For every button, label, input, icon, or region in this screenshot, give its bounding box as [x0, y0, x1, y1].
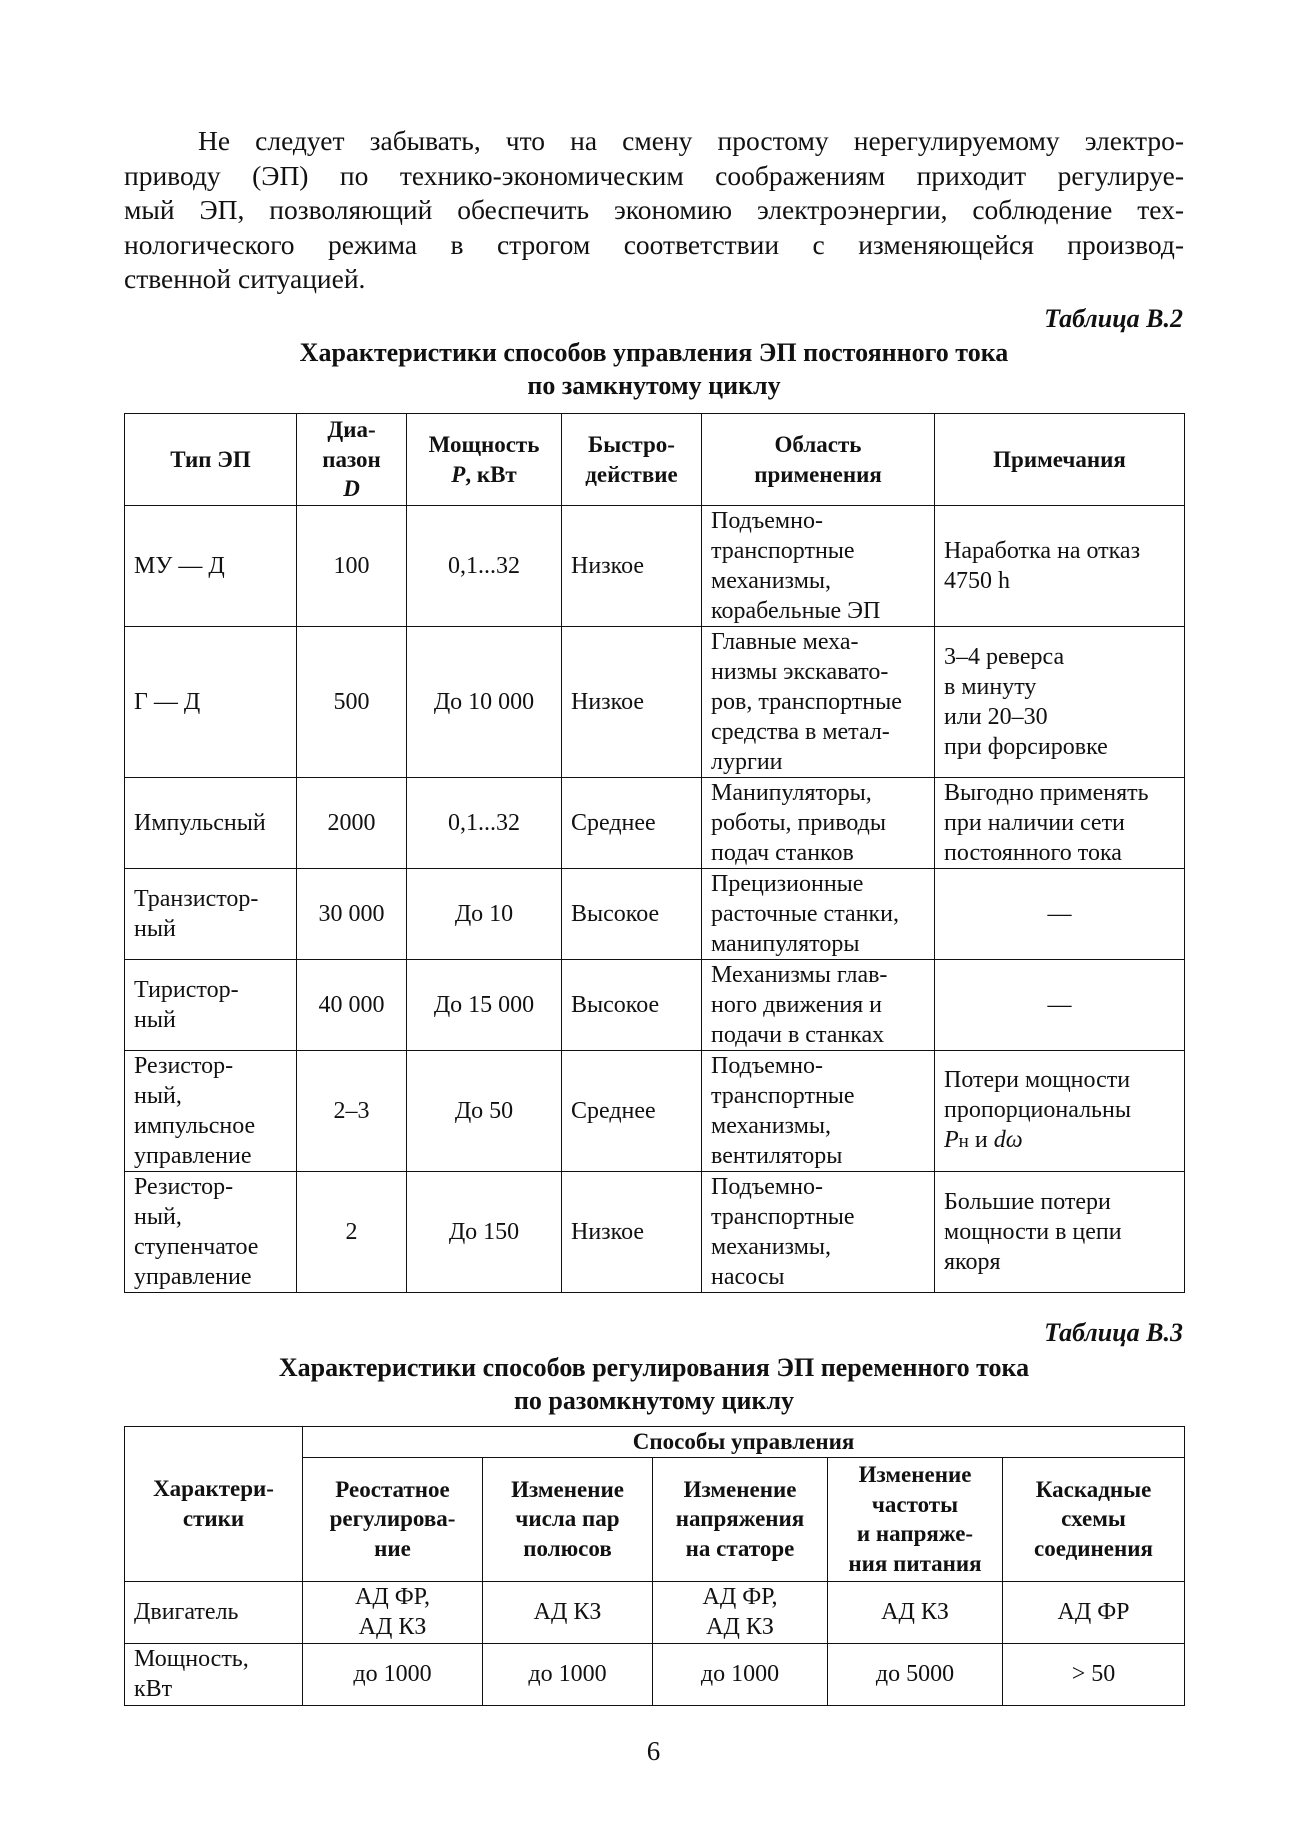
cell-text: АД ФР, [354, 1584, 430, 1610]
table-title-line: по разомкнутому циклу [513, 1386, 795, 1415]
cell-text: или 20–30 [944, 704, 1048, 730]
ac-drive-table [124, 1426, 1185, 1706]
cell-text: Подъемно- [711, 508, 823, 534]
cell-range: 2–3 [297, 1051, 407, 1172]
cell-text: механизмы, [711, 568, 831, 594]
cell-area [702, 1051, 935, 1172]
cell-value [1003, 1581, 1185, 1643]
cell-text: корабельные ЭП [711, 598, 881, 624]
cell-area [702, 869, 935, 960]
cell-text: Тиристор- [134, 977, 239, 1003]
cell-text: манипуляторы [711, 931, 860, 957]
cell-text: ный [134, 916, 176, 942]
cell-text: Главные меха- [711, 629, 859, 655]
cell-text: транспортные [711, 1083, 855, 1109]
cell-value [653, 1643, 828, 1705]
cell-text: АД ФР [1057, 1599, 1130, 1625]
cell-text: до 5000 [875, 1661, 955, 1687]
paragraph-line: мый ЭП, позволяющий обеспечить экономию электроэнергии, соблюдение тех- [124, 194, 1184, 225]
cell-text: Резистор- [134, 1174, 234, 1200]
cell-range: 2 [297, 1172, 407, 1293]
cell-value [1003, 1643, 1185, 1705]
table-header-row [125, 414, 1185, 506]
header-cell-area [702, 414, 935, 506]
cell-text: в минуту [944, 674, 1037, 700]
header-text: схемы [1061, 1506, 1126, 1532]
header-cell-control-methods: Способы управления [303, 1427, 1185, 1458]
cell-range: 40 000 [297, 960, 407, 1051]
table-row [125, 778, 1185, 869]
header-cell-power [407, 414, 562, 506]
table-title-line: Характеристики способов регулирования ЭП переменного тока [278, 1353, 1030, 1382]
cell-text: постоянного тока [944, 840, 1122, 866]
header-cell-characteristics [125, 1427, 303, 1582]
cell-type [125, 1051, 297, 1172]
cell-text: расточные станки, [711, 901, 899, 927]
cell-text: при форсировке [944, 734, 1108, 760]
table-row [125, 1643, 1185, 1705]
header-text: и напряже- [856, 1521, 974, 1546]
header-text: Реостатное [335, 1476, 450, 1502]
cell-text: пропорциональны [944, 1097, 1131, 1123]
header-text: P, кВт [451, 461, 517, 487]
cell-text: управление [134, 1143, 252, 1169]
cell-text: до 1000 [700, 1661, 780, 1687]
header-text: Изменение [511, 1476, 624, 1502]
cell-text: Подъемно- [711, 1174, 823, 1200]
cell-text: лургии [711, 749, 783, 775]
cell-text: механизмы, [711, 1113, 831, 1139]
cell-speed: Низкое [562, 506, 702, 627]
cell-text: Наработка на отказ [944, 538, 1141, 564]
cell-text: АД КЗ [358, 1614, 427, 1640]
header-text: Каскадные [1035, 1476, 1152, 1502]
cell-text: МУ — Д [134, 553, 225, 579]
cell-type [125, 506, 297, 627]
cell-text: якоря [944, 1249, 1001, 1275]
header-text: действие [585, 461, 678, 487]
cell-range: 2000 [297, 778, 407, 869]
header-text: пазон [322, 446, 381, 472]
cell-text: — [1047, 992, 1072, 1018]
table-label: Таблица В.3 [1044, 1318, 1183, 1347]
header-text: Характери- [153, 1476, 274, 1502]
cell-power: До 150 [407, 1172, 562, 1293]
cell-text: Выгодно применять [944, 780, 1149, 806]
table-title-line: по замкнутому циклу [527, 371, 781, 400]
cell-power: До 15 000 [407, 960, 562, 1051]
cell-value [303, 1643, 483, 1705]
intro-paragraph [124, 124, 1184, 297]
cell-text: ступенчатое [134, 1234, 259, 1260]
cell-power: 0,1...32 [407, 778, 562, 869]
table-title [124, 1351, 1184, 1417]
cell-notes [935, 627, 1185, 778]
cell-text: ный, [134, 1083, 182, 1109]
cell-power: До 10 [407, 869, 562, 960]
cell-speed: Низкое [562, 1172, 702, 1293]
cell-speed: Среднее [562, 1051, 702, 1172]
header-cell-speed [562, 414, 702, 506]
cell-text: средства в метал- [711, 719, 890, 745]
header-cell-method [483, 1457, 653, 1581]
cell-value [828, 1581, 1003, 1643]
paragraph-line: нологического режима в строгом соответствии с изменяющейся производ- [124, 228, 1184, 260]
cell-text: ного движения и [711, 992, 882, 1018]
header-text: соединения [1034, 1535, 1153, 1561]
header-text: числа пар [515, 1506, 620, 1532]
header-cell-method [303, 1457, 483, 1581]
paragraph-line: приводу (ЭП) по технико-экономическим соображениям приходит регулируе- [124, 159, 1184, 191]
cell-power: 0,1...32 [407, 506, 562, 627]
cell-text: Двигатель [134, 1599, 239, 1625]
cell-notes [935, 1051, 1185, 1172]
cell-text: механизмы, [711, 1234, 831, 1260]
cell-text: кВт [134, 1676, 173, 1702]
header-text: Диа- [327, 417, 376, 443]
page-number: 6 [646, 1736, 661, 1766]
header-text: ния питания [848, 1550, 982, 1576]
table-row [125, 1172, 1185, 1293]
table-row [125, 506, 1185, 627]
header-text: на статоре [685, 1535, 795, 1561]
cell-text: Большие потери [944, 1189, 1111, 1215]
cell-text: транспортные [711, 538, 855, 564]
cell-text: мощности в цепи [944, 1219, 1122, 1245]
cell-value [483, 1581, 653, 1643]
cell-text: транспортные [711, 1204, 855, 1230]
table-row [125, 869, 1185, 960]
cell-area [702, 1172, 935, 1293]
cell-type [125, 627, 297, 778]
table-row [125, 627, 1185, 778]
cell-text: Г — Д [134, 689, 201, 715]
cell-notes [935, 960, 1185, 1051]
cell-text: Механизмы глав- [711, 962, 888, 988]
cell-value [483, 1643, 653, 1705]
cell-speed: Низкое [562, 627, 702, 778]
cell-area [702, 778, 935, 869]
cell-text: АД ФР, [702, 1584, 778, 1610]
cell-text: Манипуляторы, [711, 780, 872, 806]
cell-notes [935, 1172, 1185, 1293]
cell-notes [935, 778, 1185, 869]
header-text: Изменение [858, 1462, 972, 1487]
cell-text: Прецизионные [711, 871, 864, 897]
cell-notes [935, 869, 1185, 960]
header-text: напряжения [675, 1506, 805, 1532]
cell-text: 4750 h [944, 568, 1010, 594]
cell-value [653, 1581, 828, 1643]
cell-text: Потери мощности [944, 1067, 1131, 1093]
header-text: Мощность [428, 432, 540, 457]
header-text: Изменение [683, 1476, 797, 1502]
cell-text: импульсное [134, 1113, 256, 1139]
header-text: частоты [871, 1491, 959, 1517]
cell-text: > 50 [1071, 1661, 1116, 1687]
header-text: Быстро- [588, 432, 675, 457]
header-cell-method [1003, 1457, 1185, 1581]
cell-type [125, 778, 297, 869]
cell-area [702, 960, 935, 1051]
cell-type [125, 869, 297, 960]
table-row [125, 960, 1185, 1051]
table-title-line: Характеристики способов управления ЭП постоянного тока [299, 338, 1009, 367]
header-text: D [343, 476, 360, 502]
cell-text: Мощность, [134, 1646, 249, 1672]
cell-text: до 1000 [528, 1661, 607, 1687]
cell-power: До 50 [407, 1051, 562, 1172]
cell-text: насосы [711, 1264, 785, 1290]
cell-text: Резистор- [134, 1053, 234, 1079]
cell-power: До 10 000 [407, 627, 562, 778]
cell-notes [935, 506, 1185, 627]
header-text: стики [182, 1505, 245, 1531]
cell-range: 30 000 [297, 869, 407, 960]
cell-text: Импульсный [134, 810, 266, 836]
table-row [125, 1051, 1185, 1172]
table-title [124, 336, 1184, 402]
header-cell-type [125, 414, 297, 506]
cell-range: 100 [297, 506, 407, 627]
cell-text: Pн и dω [944, 1127, 1023, 1153]
dc-drive-table [124, 413, 1185, 1293]
header-text: ние [374, 1535, 411, 1561]
header-cell-notes [935, 414, 1185, 506]
cell-text: подач станков [711, 840, 854, 866]
cell-speed: Высокое [562, 960, 702, 1051]
cell-speed: Среднее [562, 778, 702, 869]
paragraph-line: Не следует забывать, что на смену простому нерегулируемому электро- [198, 125, 1184, 156]
cell-value [303, 1581, 483, 1643]
cell-text: ный [134, 1007, 176, 1033]
cell-text: Подъемно- [711, 1053, 823, 1079]
cell-area [702, 627, 935, 778]
cell-speed: Высокое [562, 869, 702, 960]
table-label: Таблица В.2 [1044, 304, 1183, 333]
table-header-row [125, 1427, 1185, 1458]
paragraph-line: ственной ситуацией. [124, 263, 366, 294]
cell-value [828, 1643, 1003, 1705]
cell-text: — [1047, 901, 1072, 927]
header-cell-method [653, 1457, 828, 1581]
cell-text: АД КЗ [706, 1614, 774, 1640]
cell-text: 3–4 реверса [944, 644, 1065, 670]
cell-text: Транзистор- [134, 886, 259, 912]
cell-text: АД КЗ [533, 1599, 602, 1625]
cell-text: при наличии сети [944, 810, 1125, 836]
header-text: Область [774, 432, 862, 457]
cell-text: подачи в станках [711, 1022, 885, 1048]
cell-range: 500 [297, 627, 407, 778]
cell-type [125, 960, 297, 1051]
header-cell-range [297, 414, 407, 506]
cell-characteristic [125, 1581, 303, 1643]
header-text: полюсов [523, 1535, 612, 1561]
cell-text: низмы экскавато- [711, 659, 889, 685]
cell-text: управление [134, 1264, 252, 1290]
header-cell-method [828, 1457, 1003, 1581]
cell-text: вентиляторы [711, 1143, 843, 1169]
cell-characteristic [125, 1643, 303, 1705]
cell-type [125, 1172, 297, 1293]
cell-text: АД КЗ [881, 1599, 949, 1625]
header-text: Примечания [993, 446, 1126, 472]
cell-text: до 1000 [353, 1661, 432, 1687]
table-row [125, 1581, 1185, 1643]
header-text: регулирова- [329, 1506, 456, 1532]
cell-text: ный, [134, 1204, 182, 1230]
header-text: Тип ЭП [170, 446, 251, 472]
cell-text: роботы, приводы [711, 810, 887, 836]
header-text: применения [754, 461, 882, 487]
cell-area [702, 506, 935, 627]
cell-text: ров, транспортные [711, 689, 902, 715]
